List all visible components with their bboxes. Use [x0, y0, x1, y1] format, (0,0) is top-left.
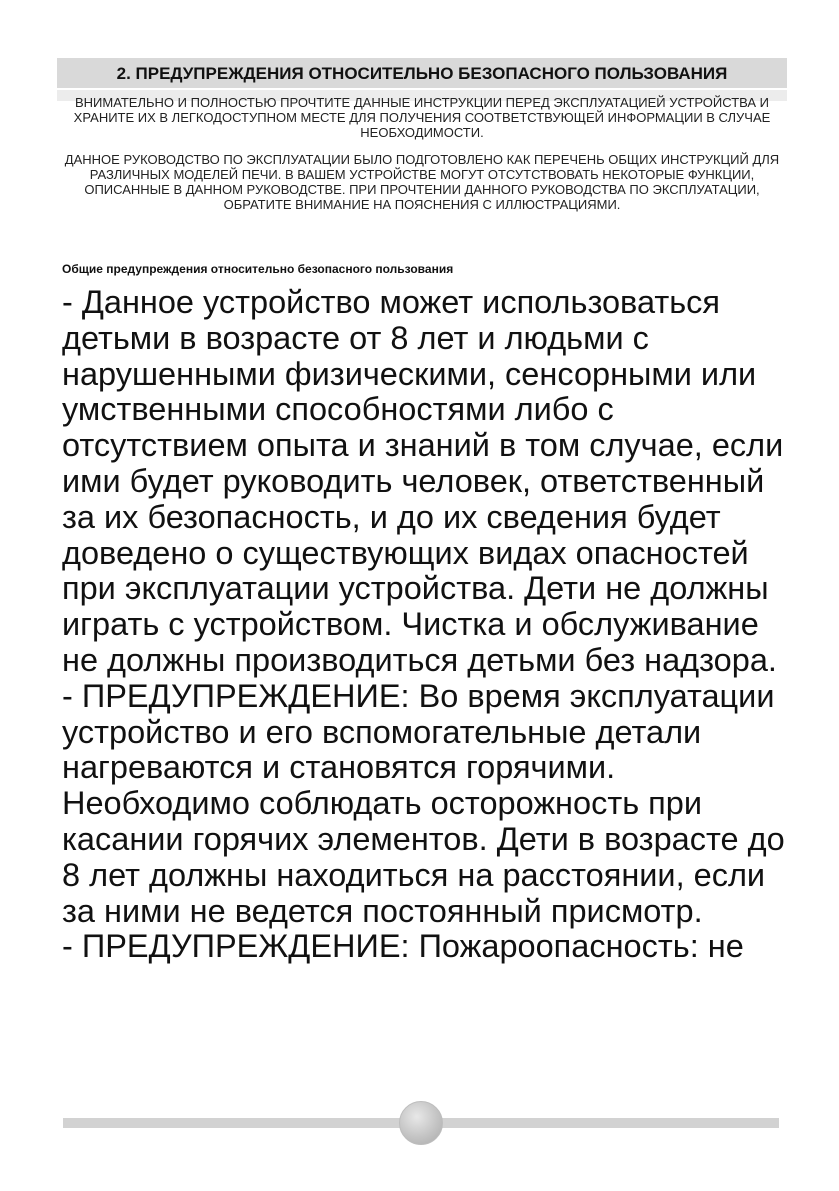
page-marker-circle	[399, 1101, 443, 1145]
paragraph-children-usage: - Данное устройство может использоваться детьми в возрасте от 8 лет и людьми с нарушенными физическими, сенсорными или умственными способностями либо с отсутствием опыта и знаний в том случае, если ими будет руководить человек, ответственный за их безопасность, и до их сведения будет доведено о существующих видах опасностей при эксплуатации устройства. Дети не должны играть с устройством. Чистка и обслуживание не должны производиться детьми без надзора.	[62, 284, 784, 678]
body-text	[62, 285, 802, 965]
paragraph-fire-warning: - ПРЕДУПРЕЖДЕНИЕ: Пожароопасность: не	[62, 928, 744, 965]
section-title: 2. ПРЕДУПРЕЖДЕНИЯ ОТНОСИТЕЛЬНО БЕЗОПАСНОГО ПОЛЬЗОВАНИЯ	[116, 64, 728, 83]
paragraph-hot-parts-warning: - ПРЕДУПРЕЖДЕНИЕ: Во время эксплуатации устройство и его вспомогательные детали нагреваются и становятся горячими. Необходимо соблюдать осторожность при касании горячих элементов. Дети в возрасте до 8 лет должны находиться на расстоянии, если за ними не ведется постоянный присмотр.	[62, 677, 785, 929]
notice-manual-scope: ДАННОЕ РУКОВОДСТВО ПО ЭКСПЛУАТАЦИИ БЫЛО ПОДГОТОВЛЕНО КАК ПЕРЕЧЕНЬ ОБЩИХ ИНСТРУКЦИЙ ДЛЯ РАЗЛИЧНЫХ МОДЕЛЕЙ ПЕЧИ. В ВАШЕМ УСТРОЙСТВЕ МОГУТ ОТСУТСТВОВАТЬ НЕКОТОРЫЕ ФУНКЦИИ, ОПИСАННЫЕ В ДАННОМ РУКОВОДСТВЕ. ПРИ ПРОЧТЕНИИ ДАННОГО РУКОВОДСТВА ПО ЭКСПЛУАТАЦИИ, ОБРАТИТЕ ВНИМАНИЕ НА ПОЯСНЕНИЯ С ИЛЛЮСТРАЦИЯМИ.	[64, 152, 780, 212]
notice-read-instructions: ВНИМАТЕЛЬНО И ПОЛНОСТЬЮ ПРОЧТИТЕ ДАННЫЕ ИНСТРУКЦИИ ПЕРЕД ЭКСПЛУАТАЦИЕЙ УСТРОЙСТВА И ХРАНИТЕ ИХ В ЛЕГКОДОСТУПНОМ МЕСТЕ ДЛЯ ПОЛУЧЕНИЯ СООТВЕТСТВУЮЩЕЙ ИНФОРМАЦИИ В СЛУЧАЕ НЕОБХОДИМОСТИ.	[73, 95, 771, 140]
subheading: Общие предупреждения относительно безопасного пользования	[62, 262, 454, 276]
section-header	[57, 58, 787, 88]
